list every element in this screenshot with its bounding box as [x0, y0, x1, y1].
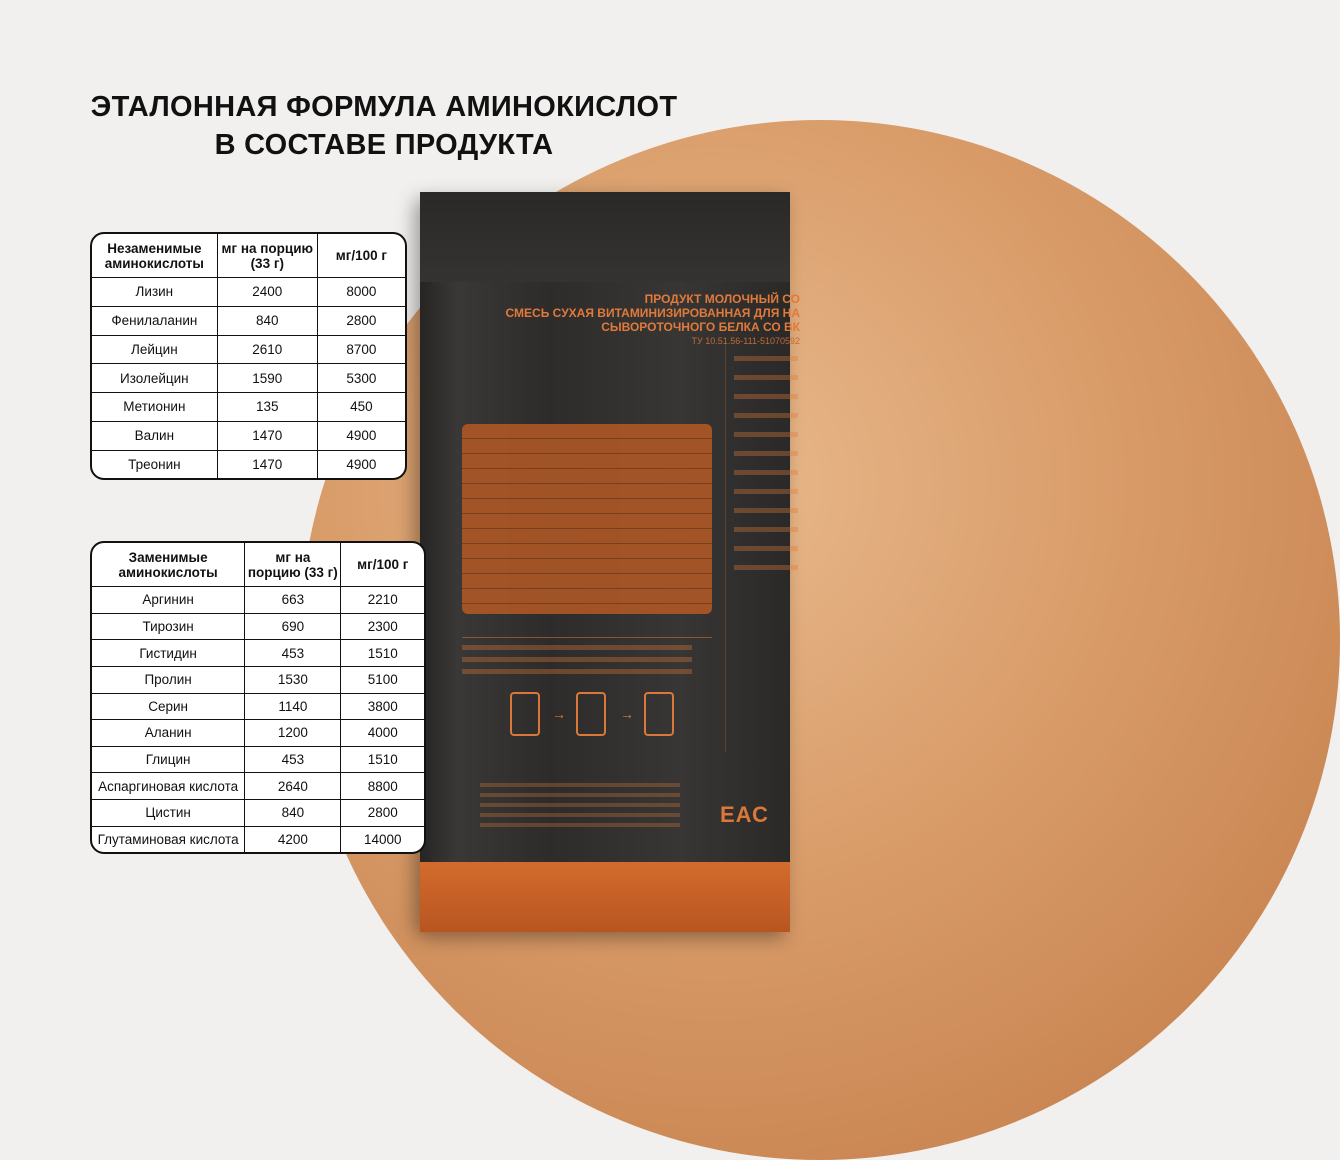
amino-acid-name: Лейцин	[92, 335, 217, 364]
mg-per-serving: 1470	[217, 450, 317, 478]
column-header: мг/100 г	[317, 234, 405, 278]
mg-per-serving: 2640	[245, 773, 341, 800]
table-row	[92, 720, 424, 747]
product-pouch-image	[420, 192, 800, 932]
mg-per-serving: 453	[245, 640, 341, 667]
table-row	[92, 306, 405, 335]
table-row	[92, 826, 424, 852]
table-row	[92, 693, 424, 720]
mg-per-100g: 4900	[317, 421, 405, 450]
table-row	[92, 800, 424, 827]
mg-per-100g: 2800	[341, 800, 424, 827]
table-header-row	[92, 543, 424, 587]
mg-per-serving: 1200	[245, 720, 341, 747]
amino-acid-name: Лизин	[92, 278, 217, 307]
mg-per-serving: 4200	[245, 826, 341, 852]
mg-per-100g: 1510	[341, 746, 424, 773]
column-header: мг/100 г	[341, 543, 424, 587]
table-row	[92, 746, 424, 773]
arrow-icon: →	[620, 706, 634, 722]
amino-acid-name: Цистин	[92, 800, 245, 827]
amino-acid-name: Пролин	[92, 666, 245, 693]
mg-per-serving: 840	[217, 306, 317, 335]
amino-acid-name: Глицин	[92, 746, 245, 773]
amino-acid-name: Тирозин	[92, 613, 245, 640]
mg-per-100g: 2800	[317, 306, 405, 335]
mg-per-serving: 1470	[217, 421, 317, 450]
table-row	[92, 587, 424, 614]
mg-per-serving: 840	[245, 800, 341, 827]
amino-acid-name: Метионин	[92, 393, 217, 422]
pouch-heading	[460, 292, 800, 348]
nonessential-amino-acids-table	[90, 541, 426, 854]
table-row	[92, 335, 405, 364]
amino-acid-name: Изолейцин	[92, 364, 217, 393]
mg-per-serving: 1140	[245, 693, 341, 720]
amino-acid-name: Гистидин	[92, 640, 245, 667]
pouch-nutrition-panel	[462, 424, 712, 614]
pouch-preparation-icons	[510, 682, 710, 742]
amino-acid-name: Аргинин	[92, 587, 245, 614]
amino-acid-name: Аланин	[92, 720, 245, 747]
mg-per-serving: 663	[245, 587, 341, 614]
table-row	[92, 421, 405, 450]
column-header: мг на порцию (33 г)	[245, 543, 341, 587]
amino-acid-name: Аспаргиновая кислота	[92, 773, 245, 800]
pouch-tu: ТУ 10.51.56-111-51070592	[691, 336, 800, 346]
pouch-heading-line-3: СЫВОРОТОЧНОГО БЕЛКА СО ВК	[601, 320, 800, 334]
shaker-icon	[576, 692, 606, 736]
pouch-usage-note	[462, 637, 712, 688]
column-header: Заменимые аминокислоты	[92, 543, 245, 587]
mg-per-100g: 450	[317, 393, 405, 422]
mg-per-100g: 8700	[317, 335, 405, 364]
mg-per-100g: 4900	[317, 450, 405, 478]
mg-per-serving: 2400	[217, 278, 317, 307]
column-header: Незаменимые аминокислоты	[92, 234, 217, 278]
table-row	[92, 773, 424, 800]
mg-per-100g: 5100	[341, 666, 424, 693]
table-row	[92, 666, 424, 693]
table-row	[92, 450, 405, 478]
table-row	[92, 613, 424, 640]
mg-per-100g: 3800	[341, 693, 424, 720]
mg-per-serving: 690	[245, 613, 341, 640]
glass-icon	[644, 692, 674, 736]
pouch-side-column	[725, 342, 806, 752]
amino-acid-name: Валин	[92, 421, 217, 450]
column-header: мг на порцию (33 г)	[217, 234, 317, 278]
pouch-bottom-band	[420, 862, 790, 932]
table-row	[92, 364, 405, 393]
mg-per-serving: 1530	[245, 666, 341, 693]
mg-per-100g: 2300	[341, 613, 424, 640]
title-line-1: ЭТАЛОННАЯ ФОРМУЛА АМИНОКИСЛОТ	[90, 91, 678, 123]
amino-acid-name: Треонин	[92, 450, 217, 478]
pouch-heading-line-1: ПРОДУКТ МОЛОЧНЫЙ СО	[644, 292, 800, 306]
scoop-icon	[510, 692, 540, 736]
mg-per-100g: 8800	[341, 773, 424, 800]
amino-acid-name: Серин	[92, 693, 245, 720]
mg-per-serving: 1590	[217, 364, 317, 393]
mg-per-serving: 453	[245, 746, 341, 773]
pouch-heading-line-2: СМЕСЬ СУХАЯ ВИТАМИНИЗИРОВАННАЯ ДЛЯ НА	[505, 306, 800, 320]
table-header-row	[92, 234, 405, 278]
mg-per-serving: 2610	[217, 335, 317, 364]
amino-acid-name: Фенилаланин	[92, 306, 217, 335]
mg-per-100g: 14000	[341, 826, 424, 852]
mg-per-100g: 5300	[317, 364, 405, 393]
mg-per-100g: 4000	[341, 720, 424, 747]
table-row	[92, 640, 424, 667]
mg-per-100g: 2210	[341, 587, 424, 614]
eac-mark-icon: ЕАС	[720, 802, 769, 827]
mg-per-serving: 135	[217, 393, 317, 422]
arrow-icon: →	[552, 706, 566, 722]
table-row	[92, 393, 405, 422]
title-line-2: В СОСТАВЕ ПРОДУКТА	[214, 129, 554, 161]
pouch-manufacturer-text	[480, 777, 680, 837]
mg-per-100g: 8000	[317, 278, 405, 307]
mg-per-100g: 1510	[341, 640, 424, 667]
essential-amino-acids-table	[90, 232, 407, 480]
page-title	[0, 88, 768, 164]
table-row	[92, 278, 405, 307]
amino-acid-name: Глутаминовая кислота	[92, 826, 245, 852]
